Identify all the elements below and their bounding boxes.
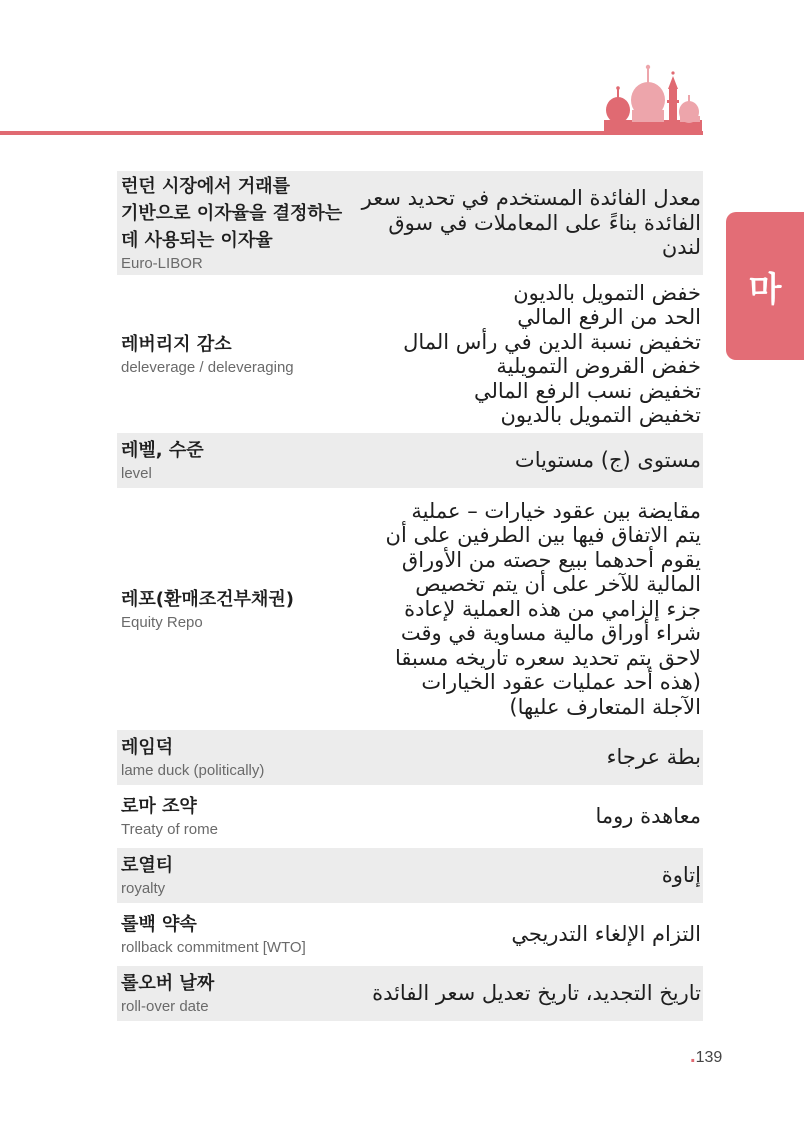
english-term: rollback commitment [WTO] — [121, 939, 306, 956]
term-cell — [121, 911, 361, 958]
term-cell — [121, 852, 361, 899]
glossary-row — [117, 789, 703, 848]
korean-term: 로마 조약 — [121, 796, 197, 817]
glossary-row — [117, 279, 703, 433]
english-term: level — [121, 465, 152, 482]
korean-term: 레임덕 — [121, 737, 174, 758]
term-cell — [121, 734, 361, 781]
arabic-term: التزام الإلغاء التدريجي — [511, 922, 701, 947]
arabic-term: معدل الفائدة المستخدم في تحديد سعر الفائدة بناءً على المعاملات في سوق لندن — [361, 186, 701, 260]
arabic-term: مقايضة بين عقود خيارات – عملية يتم الاتفاق فيها بين الطرفين على أن يقوم أحدهما ببيع حصته من الأوراق المالية للآخر على أن يتم تخصيص جزء إلزامي من هذه العملية لإعادة شراء أوراق مالية مساوية في وقت لاحق يتم تحديد سعره تاريخه مسبقا (هذه أحد عمليات عقود الخيارات الآجلة المتعارف عليها) — [385, 498, 701, 719]
page-number-value: 139 — [695, 1049, 723, 1066]
glossary-row — [117, 966, 703, 1025]
glossary-row — [117, 433, 703, 492]
arabic-term: خفض التمويل بالديون الحد من الرفع المالي تخفيض نسبة الدين في رأس المال خفض القروض التمويلية تخفيض نسب الرفع المالي تخفيض التمويل بالديون — [403, 280, 701, 427]
glossary-row — [117, 492, 703, 730]
term-cell — [121, 793, 361, 840]
glossary-row — [117, 907, 703, 966]
korean-term: 로열티 — [121, 855, 174, 876]
korean-term: 레포(환매조건부채권) — [121, 588, 294, 610]
arabic-term: معاهدة روما — [595, 804, 701, 829]
arabic-term: تاريخ التجديد، تاريخ تعديل سعر الفائدة — [372, 981, 701, 1006]
korean-term: 레벨, 수준 — [121, 440, 204, 461]
term-cell — [121, 173, 361, 274]
english-term: Euro-LIBOR — [121, 254, 203, 272]
glossary-row — [117, 848, 703, 907]
english-term: lame duck (politically) — [121, 762, 265, 779]
glossary-row — [117, 730, 703, 789]
arabic-term: إتاوة — [661, 863, 701, 888]
page-number — [690, 1045, 722, 1068]
term-cell — [121, 586, 361, 633]
arabic-term: مستوى (ج) مستويات — [514, 448, 701, 473]
mosque-icon — [598, 58, 706, 134]
english-term: Treaty of rome — [121, 821, 218, 838]
glossary-row — [117, 171, 703, 279]
term-cell — [121, 331, 361, 378]
section-tab-label: 마 — [748, 269, 782, 310]
section-tab — [726, 212, 804, 360]
term-cell — [121, 437, 361, 484]
glossary-table — [117, 171, 703, 1025]
korean-term: 롤오버 날짜 — [121, 973, 215, 994]
korean-term: 런던 시장에서 거래를 기반으로 이자율을 결정하는 데 사용되는 이자율 — [121, 175, 343, 251]
page-number-dot: . — [690, 1045, 696, 1067]
english-term: roll-over date — [121, 998, 209, 1015]
english-term: deleverage / deleveraging — [121, 358, 294, 376]
english-term: royalty — [121, 880, 166, 897]
arabic-term: بطة عرجاء — [606, 745, 701, 770]
korean-term: 롤백 약속 — [121, 914, 197, 935]
korean-term: 레버리지 감소 — [121, 333, 232, 355]
term-cell — [121, 970, 361, 1017]
english-term: Equity Repo — [121, 613, 203, 631]
